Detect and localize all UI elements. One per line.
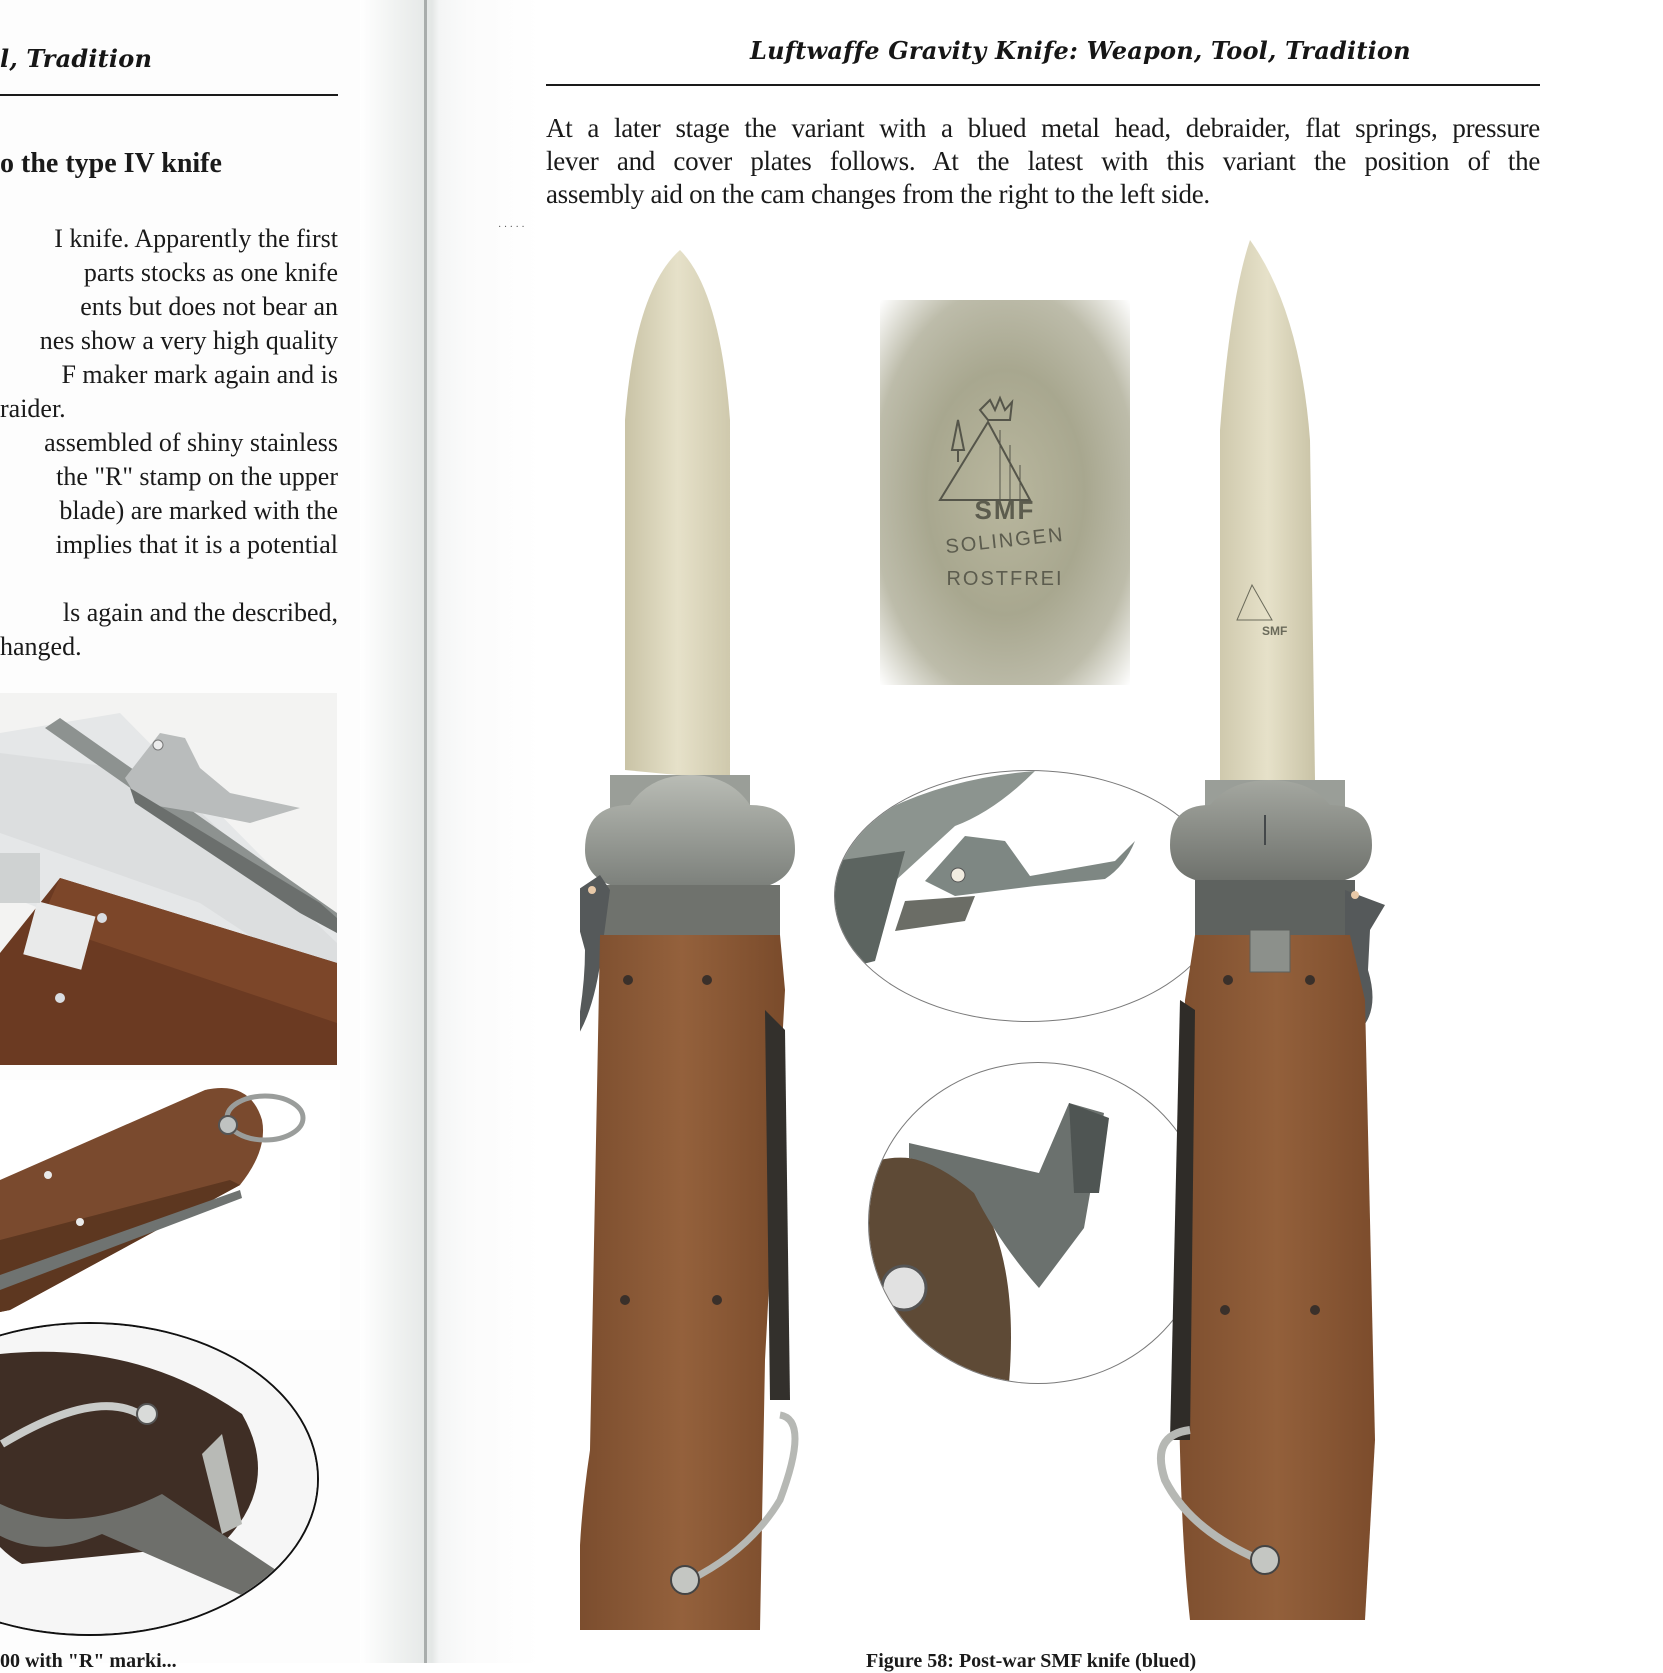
text-line: ls again and the described, [62,598,338,627]
text-line: assembled of shiny stainless [44,428,338,457]
text-line: I knife. Apparently the first [54,224,338,253]
text-line: At a later stage the variant with a blued metal head, debraider, flat springs, pressure [546,113,1540,143]
left-figure-caption: 00 with "R" marki... [0,1650,177,1672]
stamp-line-1: SOLINGEN [944,523,1066,559]
text-line: ents but does not bear an [80,292,338,321]
knife-mechanism-photo [0,693,337,1065]
text-line: assembly aid on the cam changes from the right to the left side. [546,179,1210,209]
small-stamp-logo: SMF [1262,624,1288,638]
stamp-logo: SMF [974,495,1036,525]
text-line: F maker mark again and is [61,360,338,389]
gutter-crease [424,0,427,1663]
left-running-head: l, Tradition [0,44,153,73]
right-figure-caption: Figure 58: Post-war SMF knife (blued) [866,1650,1197,1672]
text-line: parts stocks as one knife [83,258,338,287]
stamp-line-2: ROSTFREI [946,568,1064,590]
scan-artifact: · · · · · [498,222,525,233]
text-line: implies that it is a potential [55,530,338,559]
right-running-head: Luftwaffe Gravity Knife: Weapon, Tool, Tradition [750,36,1411,65]
maker-stamp-closeup [880,300,1130,685]
text-line [0,562,338,596]
text-line: lever and cover plates follows. At the latest with this variant the position of the [546,146,1540,176]
right-head-rule [546,84,1540,86]
text-line: the "R" stamp on the upper [56,462,338,491]
left-paragraph [0,222,338,664]
left-head-rule [0,94,338,96]
bail-detail-photo [0,1322,319,1636]
knife-front-photo [580,250,840,1635]
text-line: nes show a very high quality [39,326,338,355]
section-heading: o the type IV knife [0,148,222,179]
text-line: hanged. [0,632,82,661]
text-line: raider. [0,394,66,423]
closed-knife-photo [0,1080,340,1330]
left-page [0,0,360,1672]
text-line: blade) are marked with the [59,496,338,525]
right-paragraph [546,112,1540,211]
knife-back-photo [1150,240,1480,1625]
